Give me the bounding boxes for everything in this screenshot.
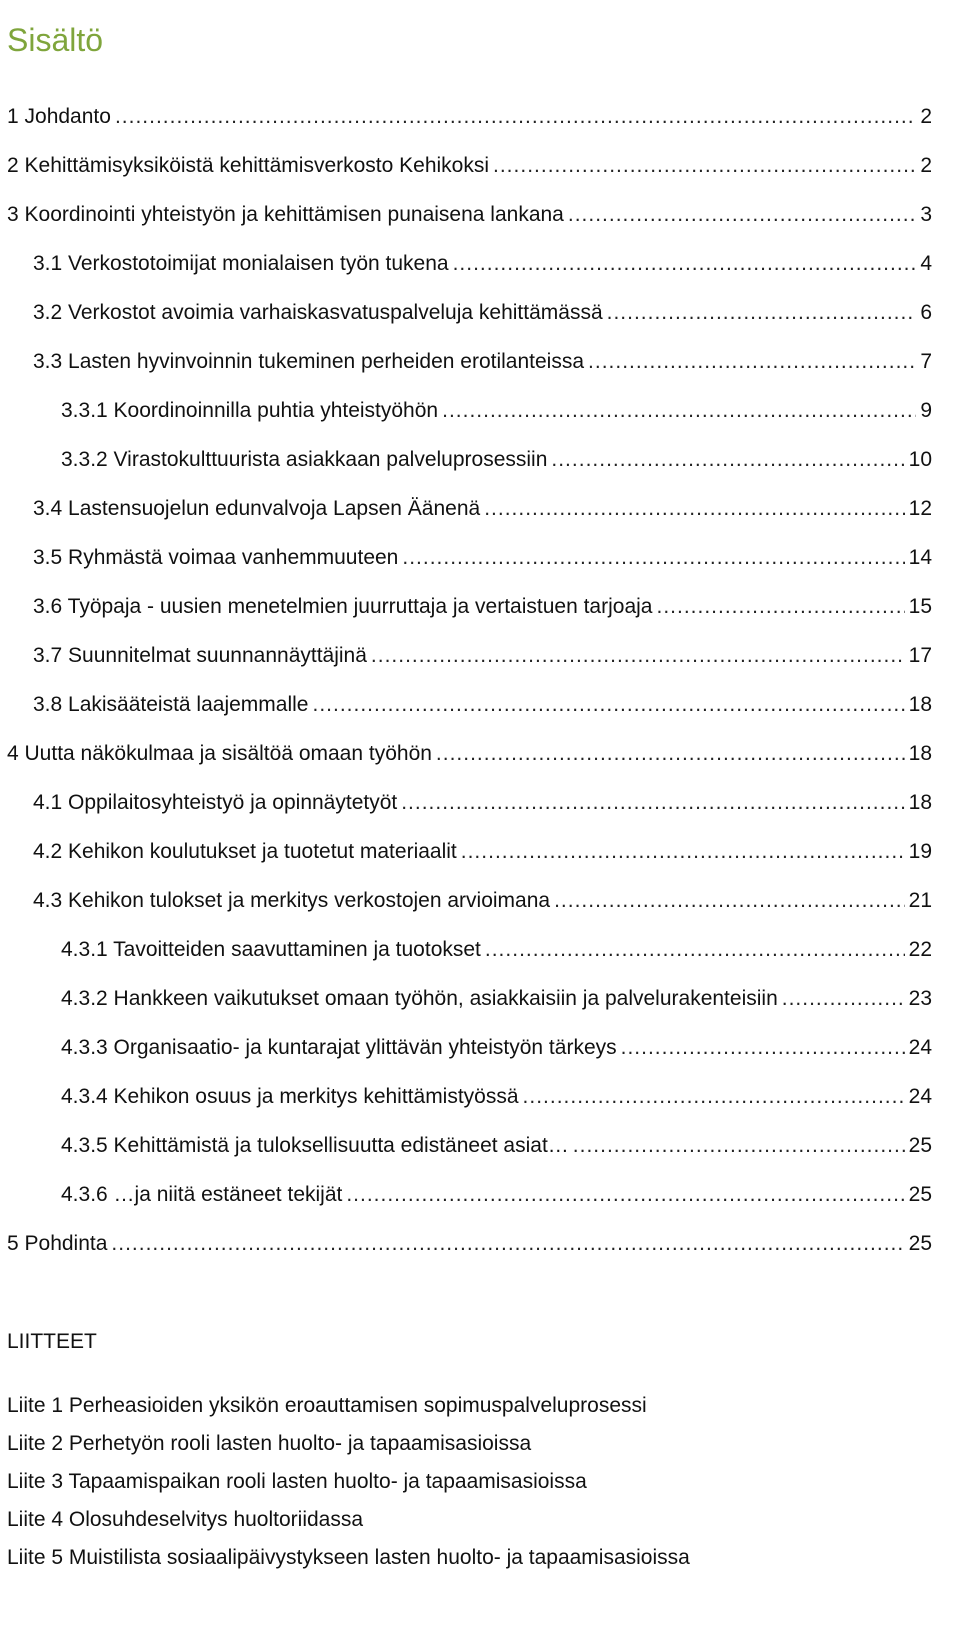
toc-entry-row [33, 641, 932, 671]
toc-entry-page-number: 2 [920, 154, 932, 177]
toc-dot-leader [312, 690, 904, 720]
toc-dot-leader [111, 1229, 904, 1259]
toc-entry-title: 5 Pohdinta [7, 1232, 108, 1255]
toc-entry-title: 4.3 Kehikon tulokset ja merkitys verkostojen arvioimana [33, 889, 551, 912]
toc-entry[interactable] [0, 194, 960, 243]
toc-entry-row [61, 1180, 932, 1210]
toc-entry[interactable] [0, 390, 960, 439]
toc-entry-page-number: 7 [920, 350, 932, 373]
toc-entry-title: 4.1 Oppilaitosyhteistyö ja opinnäytetyöt [33, 791, 398, 814]
toc-dot-leader [573, 1131, 905, 1161]
toc-entry-row [33, 494, 932, 524]
appendix-item: Liite 4 Olosuhdeselvitys huoltoriidassa [7, 1508, 364, 1531]
toc-entry-title: 3.3.1 Koordinoinnilla puhtia yhteistyöhön [61, 399, 439, 422]
appendix-item: Liite 3 Tapaamispaikan rooli lasten huolto- ja tapaamisasioissa [7, 1470, 587, 1493]
toc-entry[interactable] [0, 537, 960, 586]
toc-entry-row [61, 984, 932, 1014]
toc-dot-leader [782, 984, 905, 1014]
toc-entry-page-number: 24 [908, 1036, 932, 1059]
table-of-contents [0, 96, 960, 1272]
toc-entry[interactable] [0, 586, 960, 635]
toc-entry-title: 3.6 Työpaja - uusien menetelmien juurruttaja ja vertaistuen tarjoaja [33, 595, 653, 618]
toc-entry-page-number: 22 [908, 938, 932, 961]
toc-dot-leader [402, 543, 904, 573]
toc-entry[interactable] [0, 243, 960, 292]
toc-dot-leader [523, 1082, 905, 1112]
toc-entry-row [61, 1082, 932, 1112]
toc-entry-row [61, 1033, 932, 1063]
toc-dot-leader [485, 935, 905, 965]
toc-dot-leader [551, 445, 904, 475]
toc-entry-row [33, 690, 932, 720]
toc-entry-title: 4 Uutta näkökulmaa ja sisältöä omaan työhön [7, 742, 432, 765]
toc-entry[interactable] [0, 635, 960, 684]
toc-entry-row [33, 543, 932, 573]
toc-entry-title: 4.3.4 Kehikon osuus ja merkitys kehittämistyössä [61, 1085, 519, 1108]
toc-entry-page-number: 9 [920, 399, 932, 422]
toc-entry-row [7, 739, 932, 769]
toc-dot-leader [656, 592, 904, 622]
toc-entry-page-number: 25 [908, 1183, 932, 1206]
toc-entry[interactable] [0, 1125, 960, 1174]
toc-entry-page-number: 21 [908, 889, 932, 912]
toc-entry-title: 4.3.1 Tavoitteiden saavuttaminen ja tuotokset [61, 938, 481, 961]
toc-entry-page-number: 6 [920, 301, 932, 324]
toc-entry-title: 3.3 Lasten hyvinvoinnin tukeminen perheiden erotilanteissa [33, 350, 585, 373]
toc-entry[interactable] [0, 1174, 960, 1223]
toc-entry-row [61, 1131, 932, 1161]
toc-dot-leader [436, 739, 905, 769]
toc-dot-leader [115, 102, 916, 132]
toc-entry-row [7, 200, 932, 230]
toc-entry[interactable] [0, 145, 960, 194]
toc-entry-row [7, 151, 932, 181]
toc-entry-row [61, 445, 932, 475]
toc-entry-page-number: 18 [908, 742, 932, 765]
toc-entry[interactable] [0, 341, 960, 390]
appendices-list [7, 1387, 947, 1577]
toc-entry-row [33, 298, 932, 328]
toc-entry[interactable] [0, 1076, 960, 1125]
toc-entry-row [33, 788, 932, 818]
toc-entry-page-number: 15 [908, 595, 932, 618]
toc-entry-page-number: 25 [908, 1134, 932, 1157]
toc-entry-title: 3.2 Verkostot avoimia varhaiskasvatuspalveluja kehittämässä [33, 301, 603, 324]
toc-entry-page-number: 17 [908, 644, 932, 667]
appendix-item: Liite 2 Perhetyön rooli lasten huolto- ja tapaamisasioissa [7, 1432, 532, 1455]
toc-entry-page-number: 12 [908, 497, 932, 520]
toc-dot-leader [453, 249, 917, 279]
toc-entry[interactable] [0, 978, 960, 1027]
toc-entry-title: 4.3.6 …ja niitä estäneet tekijät [61, 1183, 343, 1206]
toc-dot-leader [588, 347, 916, 377]
toc-entry-page-number: 3 [920, 203, 932, 226]
toc-entry[interactable] [0, 292, 960, 341]
toc-entry-title: 1 Johdanto [7, 105, 111, 128]
toc-entry-page-number: 25 [908, 1232, 932, 1255]
toc-entry[interactable] [0, 96, 960, 145]
toc-entry-title: 3.3.2 Virastokulttuurista asiakkaan palveluprosessiin [61, 448, 548, 471]
toc-entry[interactable] [0, 831, 960, 880]
toc-entry-title: 4.3.5 Kehittämistä ja tuloksellisuutta edistäneet asiat… [61, 1134, 569, 1157]
toc-entry[interactable] [0, 733, 960, 782]
toc-dot-leader [401, 788, 904, 818]
toc-entry-row [61, 396, 932, 426]
toc-entry-page-number: 19 [908, 840, 932, 863]
toc-entry-page-number: 4 [920, 252, 932, 275]
toc-entry-title: 3.4 Lastensuojelun edunvalvoja Lapsen Äänenä [33, 497, 481, 520]
toc-entry-row [33, 837, 932, 867]
toc-dot-leader [568, 200, 916, 230]
toc-dot-leader [607, 298, 917, 328]
toc-entry[interactable] [0, 880, 960, 929]
appendix-item: Liite 5 Muistilista sosiaalipäivystykseen lasten huolto- ja tapaamisasioissa [7, 1546, 690, 1569]
toc-entry-title: 4.3.2 Hankkeen vaikutukset omaan työhön, asiakkaisiin ja palvelurakenteisiin [61, 987, 778, 1010]
toc-entry-row [33, 249, 932, 279]
toc-entry-title: 3.5 Ryhmästä voimaa vanhemmuuteen [33, 546, 399, 569]
toc-dot-leader [346, 1180, 904, 1210]
toc-entry-row [7, 1229, 932, 1259]
toc-entry-title: 4.3.3 Organisaatio- ja kuntarajat ylittävän yhteistyön tärkeys [61, 1036, 617, 1059]
page-title: Sisältö [7, 22, 104, 59]
toc-entry-row [7, 102, 932, 132]
toc-dot-leader [442, 396, 916, 426]
toc-entry[interactable] [0, 439, 960, 488]
toc-entry-title: 4.2 Kehikon koulutukset ja tuotetut materiaalit [33, 840, 457, 863]
toc-entry-title: 3.8 Lakisääteistä laajemmalle [33, 693, 309, 716]
toc-entry[interactable] [0, 488, 960, 537]
toc-entry[interactable] [0, 782, 960, 831]
toc-entry-title: 3 Koordinointi yhteistyön ja kehittämisen punaisena lankana [7, 203, 564, 226]
toc-entry[interactable] [0, 684, 960, 733]
toc-dot-leader [621, 1033, 905, 1063]
toc-entry-row [33, 886, 932, 916]
appendices-heading: LIITTEET [7, 1330, 97, 1353]
toc-entry-title: 2 Kehittämisyksiköistä kehittämisverkosto Kehikoksi [7, 154, 490, 177]
toc-entry-page-number: 10 [908, 448, 932, 471]
toc-dot-leader [484, 494, 904, 524]
toc-entry-row [33, 592, 932, 622]
toc-entry-page-number: 18 [908, 791, 932, 814]
toc-entry-page-number: 24 [908, 1085, 932, 1108]
toc-entry-page-number: 14 [908, 546, 932, 569]
toc-entry-page-number: 2 [920, 105, 932, 128]
toc-dot-leader [493, 151, 916, 181]
toc-entry-row [61, 935, 932, 965]
toc-dot-leader [554, 886, 905, 916]
toc-entry-title: 3.7 Suunnitelmat suunnannäyttäjinä [33, 644, 367, 667]
toc-dot-leader [461, 837, 905, 867]
toc-dot-leader [371, 641, 905, 671]
toc-entry[interactable] [0, 929, 960, 978]
toc-entry-row [33, 347, 932, 377]
toc-entry-page-number: 23 [908, 987, 932, 1010]
toc-entry-page-number: 18 [908, 693, 932, 716]
appendix-item: Liite 1 Perheasioiden yksikön eroauttamisen sopimuspalveluprosessi [7, 1394, 647, 1417]
toc-entry[interactable] [0, 1027, 960, 1076]
toc-entry[interactable] [0, 1223, 960, 1272]
toc-entry-title: 3.1 Verkostotoimijat monialaisen työn tukena [33, 252, 449, 275]
